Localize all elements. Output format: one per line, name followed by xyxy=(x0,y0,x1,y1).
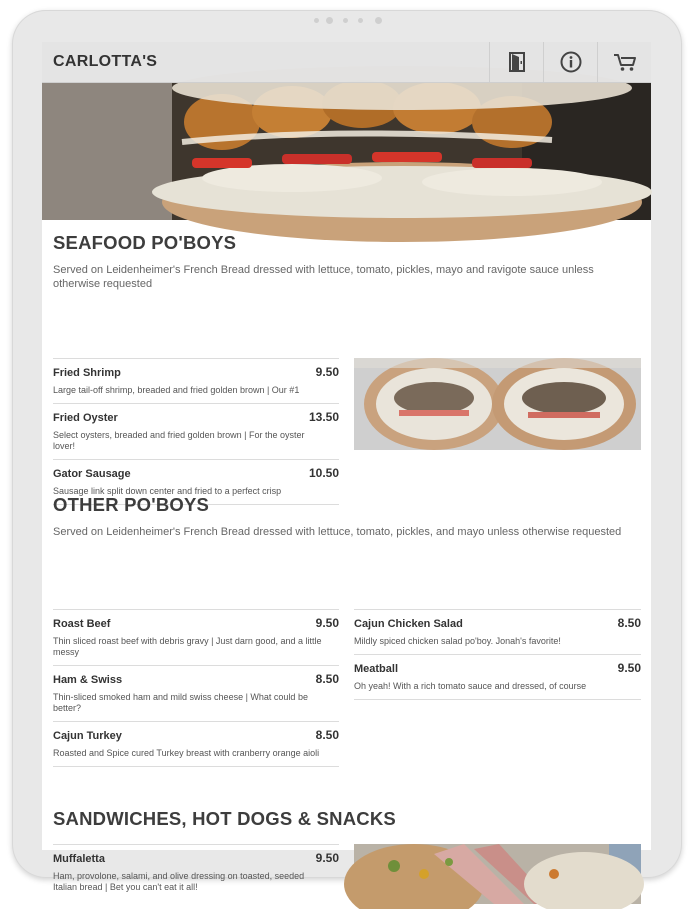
item-name: Meatball xyxy=(354,663,399,675)
menu-item[interactable] xyxy=(53,721,339,767)
info-icon xyxy=(560,51,582,73)
top-bar xyxy=(42,42,651,83)
hero-sandwich-image xyxy=(42,82,651,220)
item-price: 8.50 xyxy=(315,728,339,742)
item-name: Ham & Swiss xyxy=(53,674,123,686)
item-name: Roast Beef xyxy=(53,618,111,630)
section-description: Served on Leidenheimer's French Bread dressed with lettuce, tomato, pickles, mayo and ravigote sauce unless otherwise requested xyxy=(53,264,594,290)
door-button[interactable] xyxy=(489,42,543,82)
app-screen xyxy=(42,42,651,892)
sandwich-photo xyxy=(354,844,641,904)
item-price: 9.50 xyxy=(617,661,641,675)
other-items-left-column xyxy=(53,609,339,767)
menu-item[interactable] xyxy=(53,665,339,721)
item-description: Sausage link split down center and fried to a perfect crisp xyxy=(53,486,282,496)
section-description: Served on Leidenheimer's French Bread dressed with lettuce, tomato, pickles, and mayo unless otherwise requested xyxy=(53,526,622,538)
door-icon xyxy=(508,51,526,73)
item-name: Cajun Chicken Salad xyxy=(354,618,463,630)
menu-item[interactable] xyxy=(53,844,339,900)
tablet-sensor-dot xyxy=(343,18,348,23)
item-name: Gator Sausage xyxy=(53,468,131,480)
item-price: 10.50 xyxy=(308,466,339,480)
item-name: Muffaletta xyxy=(53,853,105,865)
menu-item[interactable] xyxy=(53,403,339,459)
menu-item[interactable] xyxy=(354,654,641,700)
tablet-camera-dot xyxy=(326,17,333,24)
item-price: 9.50 xyxy=(315,851,339,865)
item-description: Ham, provolone, salami, and olive dressing on toasted, seeded Italian bread | Bet you can't eat it all! xyxy=(53,871,305,892)
item-name: Fried Shrimp xyxy=(53,367,121,379)
info-button[interactable] xyxy=(543,42,597,82)
menu-item[interactable] xyxy=(53,358,339,403)
section-title: SANDWICHES, HOT DOGS & SNACKS xyxy=(53,808,396,829)
menu-item[interactable] xyxy=(53,609,339,665)
tablet-sensor-dot xyxy=(358,18,363,23)
item-name: Cajun Turkey xyxy=(53,730,122,742)
section-title: SEAFOOD PO'BOYS xyxy=(53,232,237,253)
item-description: Roasted and Spice cured Turkey breast with cranberry orange aioli xyxy=(53,748,320,758)
item-description: Select oysters, breaded and fried golden brown | For the oyster lover! xyxy=(53,430,305,451)
item-description: Mildly spiced chicken salad po'boy. Jonah's favorite! xyxy=(354,636,561,646)
item-price: 8.50 xyxy=(617,616,641,630)
cart-icon xyxy=(613,52,637,72)
item-name: Fried Oyster xyxy=(53,412,118,424)
section-sandwiches xyxy=(53,808,641,830)
section-title: OTHER PO'BOYS xyxy=(53,494,210,515)
seafood-photo xyxy=(354,358,641,450)
section-other xyxy=(53,494,641,539)
other-items-right-column xyxy=(354,609,641,700)
section-seafood xyxy=(53,232,641,291)
item-description: Large tail-off shrimp, breaded and fried golden brown | Our #1 xyxy=(53,385,300,395)
tablet-sensor-dot xyxy=(314,18,319,23)
item-price: 9.50 xyxy=(315,616,339,630)
item-price: 8.50 xyxy=(315,672,339,686)
seafood-items-column xyxy=(53,358,339,505)
item-description: Thin sliced roast beef with debris gravy | Just darn good, and a little messy xyxy=(53,636,322,657)
item-price: 13.50 xyxy=(308,410,339,424)
menu-item[interactable] xyxy=(354,609,641,654)
brand-name: CARLOTTA'S xyxy=(53,53,158,70)
item-description: Thin-sliced smoked ham and mild swiss cheese | What could be better? xyxy=(53,692,308,713)
cart-button[interactable] xyxy=(597,42,651,82)
item-price: 9.50 xyxy=(315,365,339,379)
item-description: Oh yeah! With a rich tomato sauce and dressed, of course xyxy=(354,681,587,691)
sandwich-items-column xyxy=(53,844,339,900)
tablet-camera-dot xyxy=(375,17,382,24)
